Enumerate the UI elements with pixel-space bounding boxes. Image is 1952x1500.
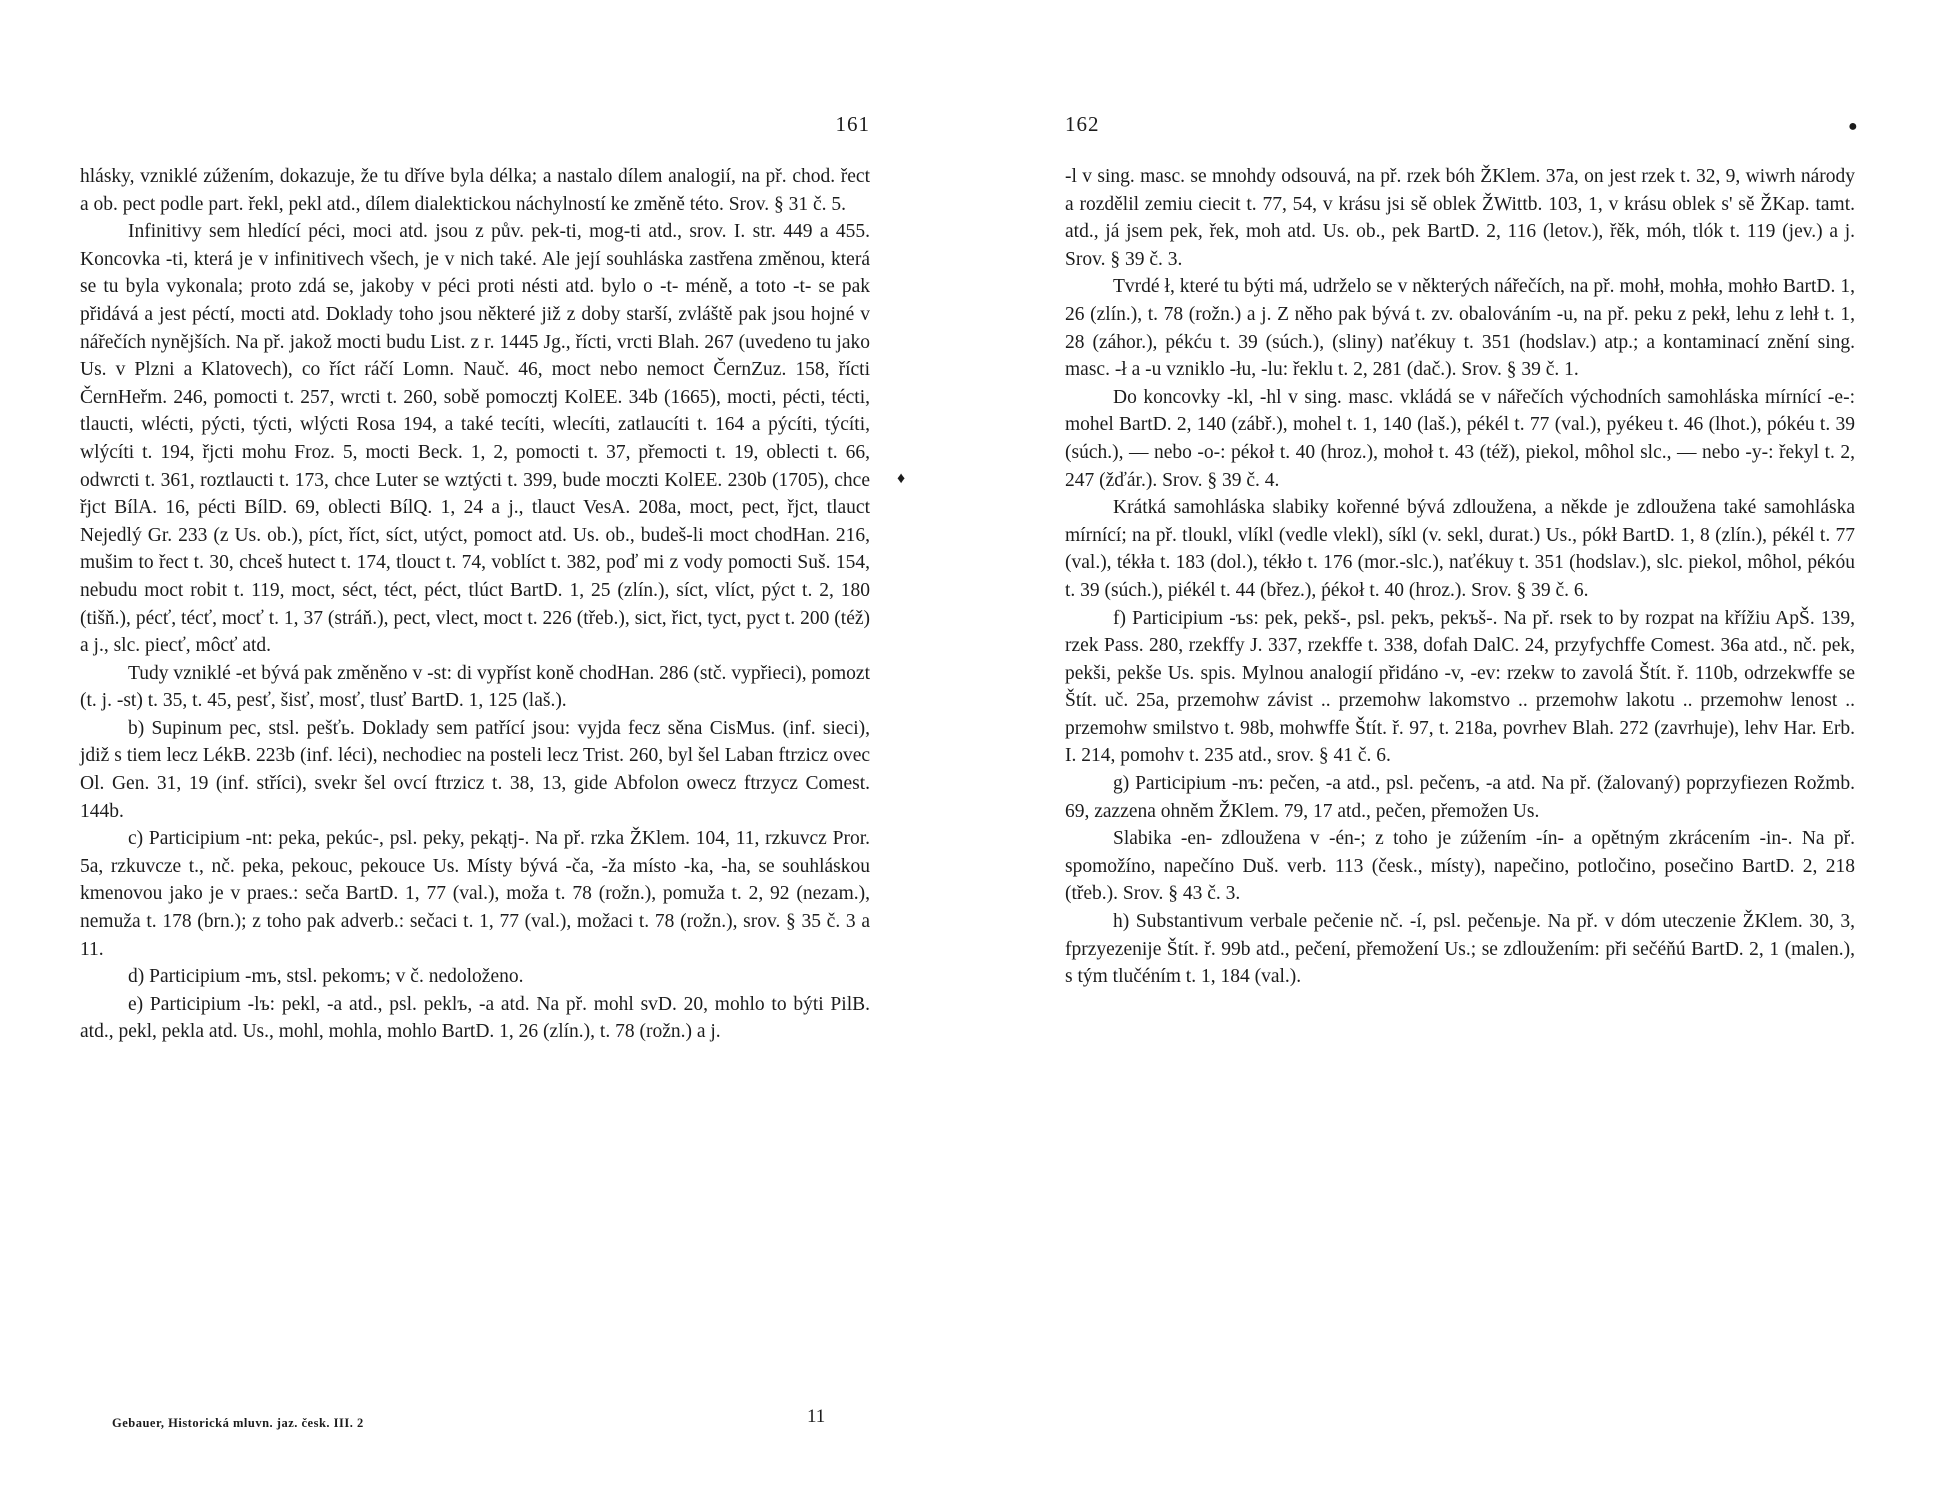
ink-speck: ♦	[897, 470, 906, 487]
page-number: 161	[835, 112, 870, 136]
paragraph: hlásky, vzniklé zúžením, dokazuje, že tu dříve byla délka; a nastalo dílem analogií, na př. chod. řect a ob. pect podle part. řekl, pekl atd., dílem dialektickou náchylností ke změně této. Srov. § 31 č. 5.	[80, 166, 870, 215]
paragraph: -l v sing. masc. se mnohdy odsouvá, na př. rzek bóh ŽKlem. 37a, on jest rzek t. 32, 9, wiwrh národy a rozdělil zemiu ciecit t. 77, 54, v krásu jsi sě oblek ŽWittb. 103, 1, v krásu oblek s' sě ŽKap. tamt. atd., já jsem pek, řek, moh atd. Us. ob., pek BartD. 2, 116 (letov.), řěk, móh, tlók t. 119 (jev.) a j. Srov. § 39 č. 3.	[1065, 166, 1855, 270]
page-number: 162	[1065, 112, 1100, 136]
paragraph: Krátká samohláska slabiky kořenné bývá zdloužena, a někde je zdloužena také samohláska mírnící; na př. tloukl, vlíkl (vedle vlekl), síkl (v. sekl, durat.) Us., pókł BartD. 1, 8 (zlín.), pékél t. 77 (val.), tékła t. 183 (dol.), tékło t. 176 (mor.-slc.), naťékuy t. 351 (hodslav.), slc. piekol, môhol, pékóu t. 39 (súch.), piékél t. 44 (břez.), ṕékoł t. 40 (hroz.). Srov. § 39 č. 6.	[1065, 497, 1855, 601]
paragraph: Tvrdé ł, které tu býti má, udrželo se v některých nářečích, na př. mohł, mohła, mohło BartD. 1, 26 (zlín.), t. 78 (rožn.) a j. Z něho pak bývá t. zv. obalováním -u, na př. peku z pekł, lehu z lehł t. 1, 28 (záhor.), pékću t. 39 (súch.), (sliny) naťékuy t. 351 (hodslav.) atp.; a kontaminací znění sing. masc. -ł a -u vzniklo -łu, -lu: řeklu t. 2, 281 (dač.). Srov. § 39 č. 1.	[1065, 276, 1855, 381]
section-paragraph: h) Substantivum verbale pečenie nč. -í, psl. pečenьje. Na př. v dóm uteczenie ŽKlem. 30, 3, fprzyezenije Štít. ř. 99b atd., pečení, přemožení Us.; se zdloužením: při sečéňú BartD. 2, 1 (malen.), s tým tlučéním t. 1, 184 (val.).	[1065, 911, 1855, 988]
section-paragraph: e) Participium -lъ: pekl, -a atd., psl. peklъ, -a atd. Na př. mohl svD. 20, mohlo to býti PilB. atd., pekl, pekla atd. Us., mohl, mohla, mohlo BartD. 1, 26 (zlín.), t. 78 (rožn.) a j.	[80, 993, 870, 1043]
paragraph: Slabika -en- zdloužena v -én-; z toho je zúžením -ín- a opětným zkrácením -in-. Na př. spomožíno, napečíno Duš. verb. 113 (česk., místy), napečino, potločino, posečino BartD. 2, 218 (třeb.). Srov. § 43 č. 3.	[1065, 828, 1855, 905]
section-paragraph: c) Participium -nt: peka, pekúc-, psl. peky, pekątj-. Na př. rzka ŽKlem. 104, 11, rzkuvcz Pror. 5a, rzkuvcze t., nč. peka, pekouc, pekouce Us. Místy bývá -ča, -ža místo -ka, -ha, se souhláskou kmenovou jako je v praes.: seča BartD. 1, 77 (val.), moža t. 78 (rožn.), pomuža t. 2, 92 (nezam.), nemuža t. 178 (brn.); z toho pak adverb.: sečaci t. 1, 77 (val.), možaci t. 78 (rožn.), srov. § 35 č. 3 a 11.	[80, 828, 870, 960]
ink-speck: ●	[1848, 118, 1858, 135]
paragraph: Do koncovky -kl, -hl v sing. masc. vkládá se v nářečích východních samohláska mírnící -e-: mohel BartD. 2, 140 (zábř.), mohel t. 1, 140 (laš.), pékél t. 77 (val.), pyékeu t. 46 (lhot.), pókéu t. 39 (súch.), — nebo -o-: pékoł t. 40 (hroz.), mohoł t. 43 (též), piekol, môhol slc., — nebo -y-: řekyl t. 2, 247 (žďár.). Srov. § 39 č. 4.	[1065, 386, 1855, 491]
right-page	[1065, 0, 1855, 1500]
signature-mark: 11	[807, 1406, 826, 1427]
section-paragraph: b) Supinum pec, stsl. pešťь. Doklady sem patřící jsou: vyjda fecz sěna CisMus. (inf. sieci), jdiž s tiem lecz LékB. 223b (inf. léci), nechodiec na posteli lecz Trist. 260, byl šel Laban ftrzicz ovec Ol. Gen. 31, 19 (inf. stříci), svekr šel ovcí ftrzicz t. 38, 13, gide Abfolon owecz ftrzycz Comest. 144b.	[80, 717, 870, 822]
footer-citation: Gebauer, Historická mluvn. jaz. česk. III. 2	[112, 1416, 364, 1430]
left-page	[80, 0, 870, 1500]
section-paragraph: g) Participium -nъ: pečen, -a atd., psl. pečenъ, -a atd. Na př. (žalovaný) poprzyfiezen Rožmb. 69, zazzena ohněm ŽKlem. 79, 17 atd., pečen, přemožen Us.	[1065, 773, 1855, 822]
section-paragraph: f) Participium -ъs: pek, pekš-, psl. pekъ, pekъš-. Na př. rsek to by rozpat na křížiu ApŠ. 139, rzek Pass. 280, rzekffy J. 337, rzekffe t. 338, dofah DalC. 24, przyfychffe Comest. 36a atd., nč. pek, pekši, pekše Us. spis. Mylnou analogií přidáno -v, -ev: rzekw to zavolá Štít. ř. 110b, odrzekwffe se Štít. uč. 25a, przemohw závist .. przemohw lakomstvo .. przemohw lakotu .. przemohw lenost .. przemohw smilstvo t. 98b, mohwffe Štít. ř. 97, t. 218a, povrhev Blah. 272 (zavrhuje), lehv Har. Erb. I. 214, pomohv t. 235 atd., srov. § 41 č. 6.	[1065, 607, 1855, 767]
paragraph: Tudy vzniklé -et bývá pak změněno v -st: di vypříst koně chodHan. 286 (stč. vypřieci), pomozt (t. j. -st) t. 35, t. 45, pesť, šisť, mosť, tlusť BartD. 1, 125 (laš.).	[80, 662, 870, 712]
section-paragraph: d) Participium -mъ, stsl. pekomъ; v č. nedoloženo.	[128, 966, 524, 988]
paragraph: Infinitivy sem hledící péci, moci atd. jsou z pův. pek-ti, mog-ti atd., srov. I. str. 449 a 455. Koncovka -ti, která je v infinitivech všech, je v nich také. Ale její souhláska zastřena změnou, která se tu byla vykonala; proto zdá se, jakoby v péci proti nésti atd. bylo o -t- méně, a toto -t- se pak přidává a jest péctí, mocti atd. Doklady toho jsou některé již z doby starší, zvláště pak jsou hojné v nářečích nynějších. Na př. jakož mocti budu List. z r. 1445 Jg., řícti, vrcti Blah. 267 (uvedeno tu jako Us. v Plzni a Klatovech), co říct ráčí Lomn. Nauč. 46, moct nebo nemoct ČernZuz. 158, řícti ČernHeřm. 246, pomocti t. 257, wrcti t. 260, sobě pomocztj KolEE. 34b (1665), mocti, pécti, técti, tlaucti, wlécti, pýcti, týcti, wlýcti Rosa 194, a také tecíti, wlecíti, zatlaucíti t. 164 a pýcíti, týcíti, wlýcíti t. 194, řjcti mohu Froz. 5, mocti Beck. 1, 2, pomocti t. 37, přemocti t. 19, oblecti t. 66, odwrcti t. 361, roztlaucti t. 173, chce Luter se wztýcti t. 399, bude moczti KolEE. 230b (1705), chce řjct BílA. 16, pécti BílD. 69, oblecti BílQ. 1, 24 a j., tlauct VesA. 208a, moct, pect, řjct, tlauct Nejedlý Gr. 233 (z Us. ob.), píct, říct, síct, utýct, pomoct atd. Us. ob., budeš-li moct chodHan. 216, mušim to řect t. 30, chceš hutect t. 174, tlouct t. 74, voblíct t. 382, poď mi z vody pomocti Suš. 154, nebudu moct robit t. 119, moct, séct, téct, péct, tlúct BartD. 1, 25 (zlín.), síct, vlíct, pýct t. 2, 180 (tišň.), pécť, técť, mocť t. 1, 37 (stráň.), pect, vlect, moct t. 226 (třeb.), sict, řict, tyct, pyct t. 200 (též) a j., slc. piecť, môcť atd.	[80, 221, 870, 657]
text-body	[1065, 163, 1855, 991]
text-body	[80, 163, 870, 1046]
